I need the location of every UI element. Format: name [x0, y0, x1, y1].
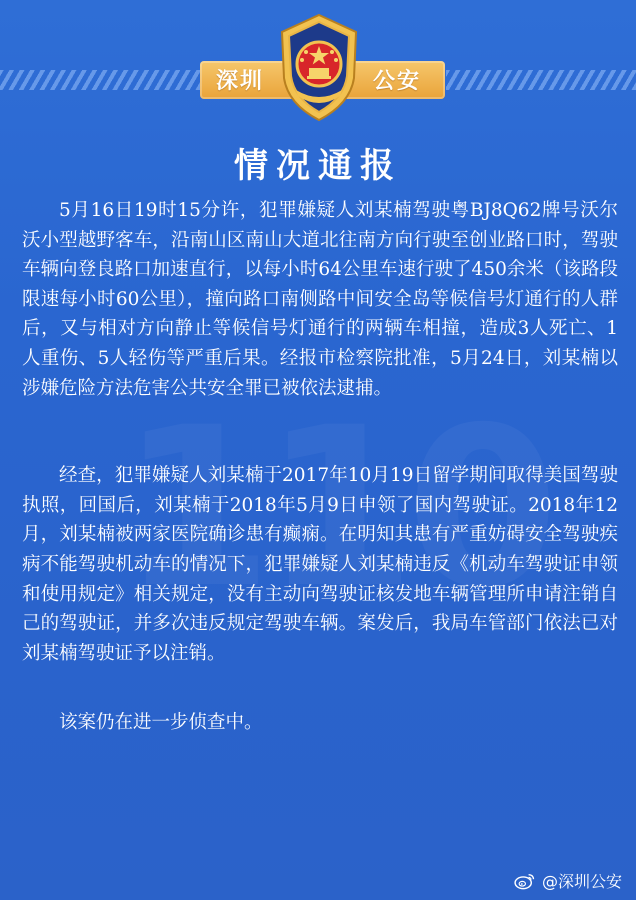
notice-title: 情况通报: [234, 146, 402, 186]
banner-label-right: 公安: [373, 69, 422, 94]
banner-label-left: 深圳: [216, 69, 265, 94]
weibo-icon: [514, 872, 536, 890]
banner-stripes-left: [0, 70, 200, 90]
banner-stripes-right: [446, 70, 636, 90]
paragraph-status: 该案仍在进一步侦查中。: [59, 712, 263, 734]
notice-body: [22, 196, 618, 738]
weibo-watermark: [514, 869, 622, 892]
paragraph-investigation: 经查，犯罪嫌疑人刘某楠于2017年10月19日留学期间取得美国驾驶执照，回国后，刘某楠于2018年5月9日申领了国内驾驶证。2018年12月，刘某楠被两家医院确诊患有癫痫。在明知其患有严重妨碍安全驾驶疾病不能驾驶机动车的情况下，犯罪嫌疑人刘某楠违反《机动车驾驶证申领和使用规定》相关规定，没有主动向驾驶证核发地车辆管理所申请注销自己的驾驶证，并多次违反规定驾驶车辆。案发后，我局车管部门依法已对刘某楠驾驶证予以注销。: [22, 465, 618, 664]
paragraph-incident: 5月16日19时15分许，犯罪嫌疑人刘某楠驾驶粤BJ8Q62牌号沃尔沃小型越野客车，沿南山区南山大道北往南方向行驶至创业路口时，驾驶车辆向登良路口加速直行，以每小时64公里车速行驶了450余米（该路段限速每小时60公里），撞向路口南侧路中间安全岛等候信号灯通行的人群后，又与相对方向静止等候信号灯通行的两辆车相撞，造成3人死亡、1人重伤、5人轻伤等严重后果。经报市检察院批准，5月24日，刘某楠以涉嫌危险方法危害公共安全罪已被依法逮捕。: [22, 200, 618, 399]
police-emblem-icon: [274, 12, 364, 124]
weibo-handle: @深圳公安: [541, 872, 622, 891]
